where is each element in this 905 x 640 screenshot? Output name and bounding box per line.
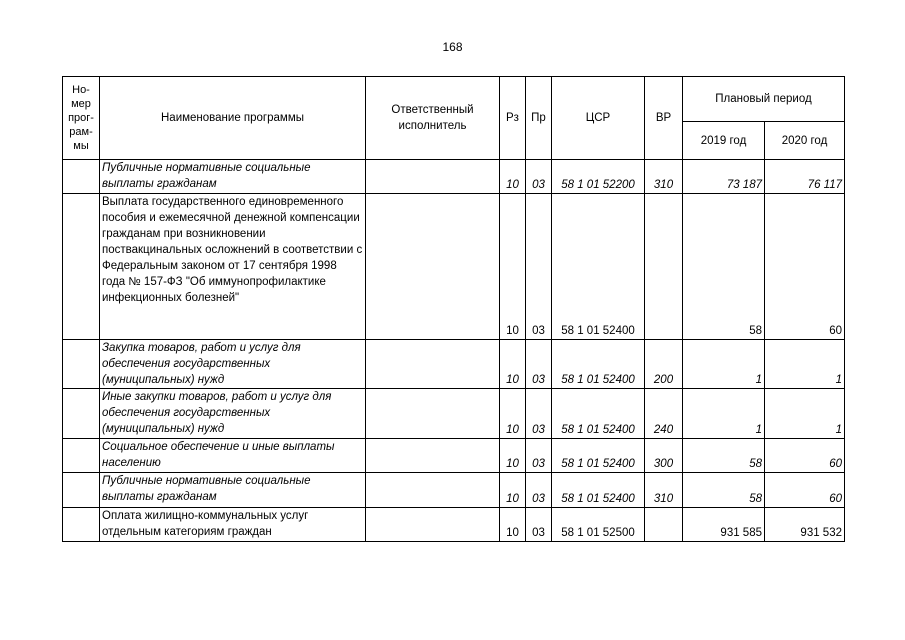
cell-2019: 1: [683, 389, 765, 439]
header-year-2019: 2019 год: [683, 122, 765, 160]
cell-program-number: [63, 340, 100, 389]
cell-2020: 931 532: [765, 508, 845, 542]
cell-pr: 03: [526, 473, 552, 508]
cell-rz: 10: [500, 340, 526, 389]
cell-2019: 58: [683, 473, 765, 508]
cell-program-number: [63, 160, 100, 194]
cell-2019: 1: [683, 340, 765, 389]
cell-program-name: Иные закупки товаров, работ и услуг для обеспечения государственных (муниципальных) нужд: [100, 389, 366, 439]
cell-2019: 73 187: [683, 160, 765, 194]
cell-program-number: [63, 194, 100, 340]
header-year-2020: 2020 год: [765, 122, 845, 160]
cell-program-name: Выплата государственного единовременного пособия и ежемесячной денежной компенсации гражданам при возникновении поствакцинальных осложнений в соответствии с Федеральным законом от 17 сентября 1998 года № 157-ФЗ "Об иммунопрофилактике инфекционных болезней": [100, 194, 366, 340]
cell-pr: 03: [526, 508, 552, 542]
cell-executor: [366, 508, 500, 542]
table-row: [63, 194, 845, 340]
cell-executor: [366, 439, 500, 473]
cell-vr: 240: [645, 389, 683, 439]
cell-2020: 76 117: [765, 160, 845, 194]
cell-rz: 10: [500, 439, 526, 473]
header-rz: Рз: [500, 77, 526, 160]
cell-executor: [366, 194, 500, 340]
cell-program-number: [63, 439, 100, 473]
table-row: [63, 508, 845, 542]
cell-2020: 60: [765, 473, 845, 508]
cell-csr: 58 1 01 52400: [552, 194, 645, 340]
cell-executor: [366, 160, 500, 194]
cell-csr: 58 1 01 52200: [552, 160, 645, 194]
cell-vr: 200: [645, 340, 683, 389]
cell-2019: 931 585: [683, 508, 765, 542]
cell-program-number: [63, 473, 100, 508]
cell-rz: 10: [500, 194, 526, 340]
cell-2019: 58: [683, 439, 765, 473]
table-row: [63, 340, 845, 389]
cell-rz: 10: [500, 508, 526, 542]
cell-program-number: [63, 389, 100, 439]
budget-table: [62, 76, 845, 542]
cell-csr: 58 1 01 52400: [552, 340, 645, 389]
cell-program-name: Оплата жилищно-коммунальных услуг отдельным категориям граждан: [100, 508, 366, 542]
header-responsible-executor: Ответственный исполнитель: [366, 77, 500, 160]
cell-vr: 300: [645, 439, 683, 473]
table-row: [63, 389, 845, 439]
cell-vr: [645, 194, 683, 340]
cell-csr: 58 1 01 52500: [552, 508, 645, 542]
cell-rz: 10: [500, 389, 526, 439]
header-program-name: Наименование программы: [100, 77, 366, 160]
cell-program-number: [63, 508, 100, 542]
cell-csr: 58 1 01 52400: [552, 389, 645, 439]
cell-2020: 1: [765, 389, 845, 439]
cell-csr: 58 1 01 52400: [552, 439, 645, 473]
header-vr: ВР: [645, 77, 683, 160]
cell-2020: 1: [765, 340, 845, 389]
cell-executor: [366, 340, 500, 389]
cell-pr: 03: [526, 194, 552, 340]
cell-pr: 03: [526, 340, 552, 389]
cell-pr: 03: [526, 160, 552, 194]
page-number: 168: [442, 40, 463, 54]
cell-program-name: Публичные нормативные социальные выплаты гражданам: [100, 160, 366, 194]
cell-2020: 60: [765, 194, 845, 340]
cell-program-name: Публичные нормативные социальные выплаты гражданам: [100, 473, 366, 508]
cell-executor: [366, 389, 500, 439]
header-planned-period: Плановый период: [683, 77, 845, 122]
table-row: [63, 473, 845, 508]
cell-rz: 10: [500, 160, 526, 194]
cell-2020: 60: [765, 439, 845, 473]
cell-csr: 58 1 01 52400: [552, 473, 645, 508]
header-pr: Пр: [526, 77, 552, 160]
cell-executor: [366, 473, 500, 508]
header-program-number: Но-мер прог-рам-мы: [63, 77, 100, 160]
cell-vr: [645, 508, 683, 542]
cell-program-name: Закупка товаров, работ и услуг для обеспечения государственных (муниципальных) нужд: [100, 340, 366, 389]
table-row: [63, 160, 845, 194]
cell-vr: 310: [645, 473, 683, 508]
cell-rz: 10: [500, 473, 526, 508]
header-csr: ЦСР: [552, 77, 645, 160]
cell-vr: 310: [645, 160, 683, 194]
cell-pr: 03: [526, 389, 552, 439]
cell-pr: 03: [526, 439, 552, 473]
cell-2019: 58: [683, 194, 765, 340]
cell-program-name: Социальное обеспечение и иные выплаты населению: [100, 439, 366, 473]
table-row: [63, 439, 845, 473]
